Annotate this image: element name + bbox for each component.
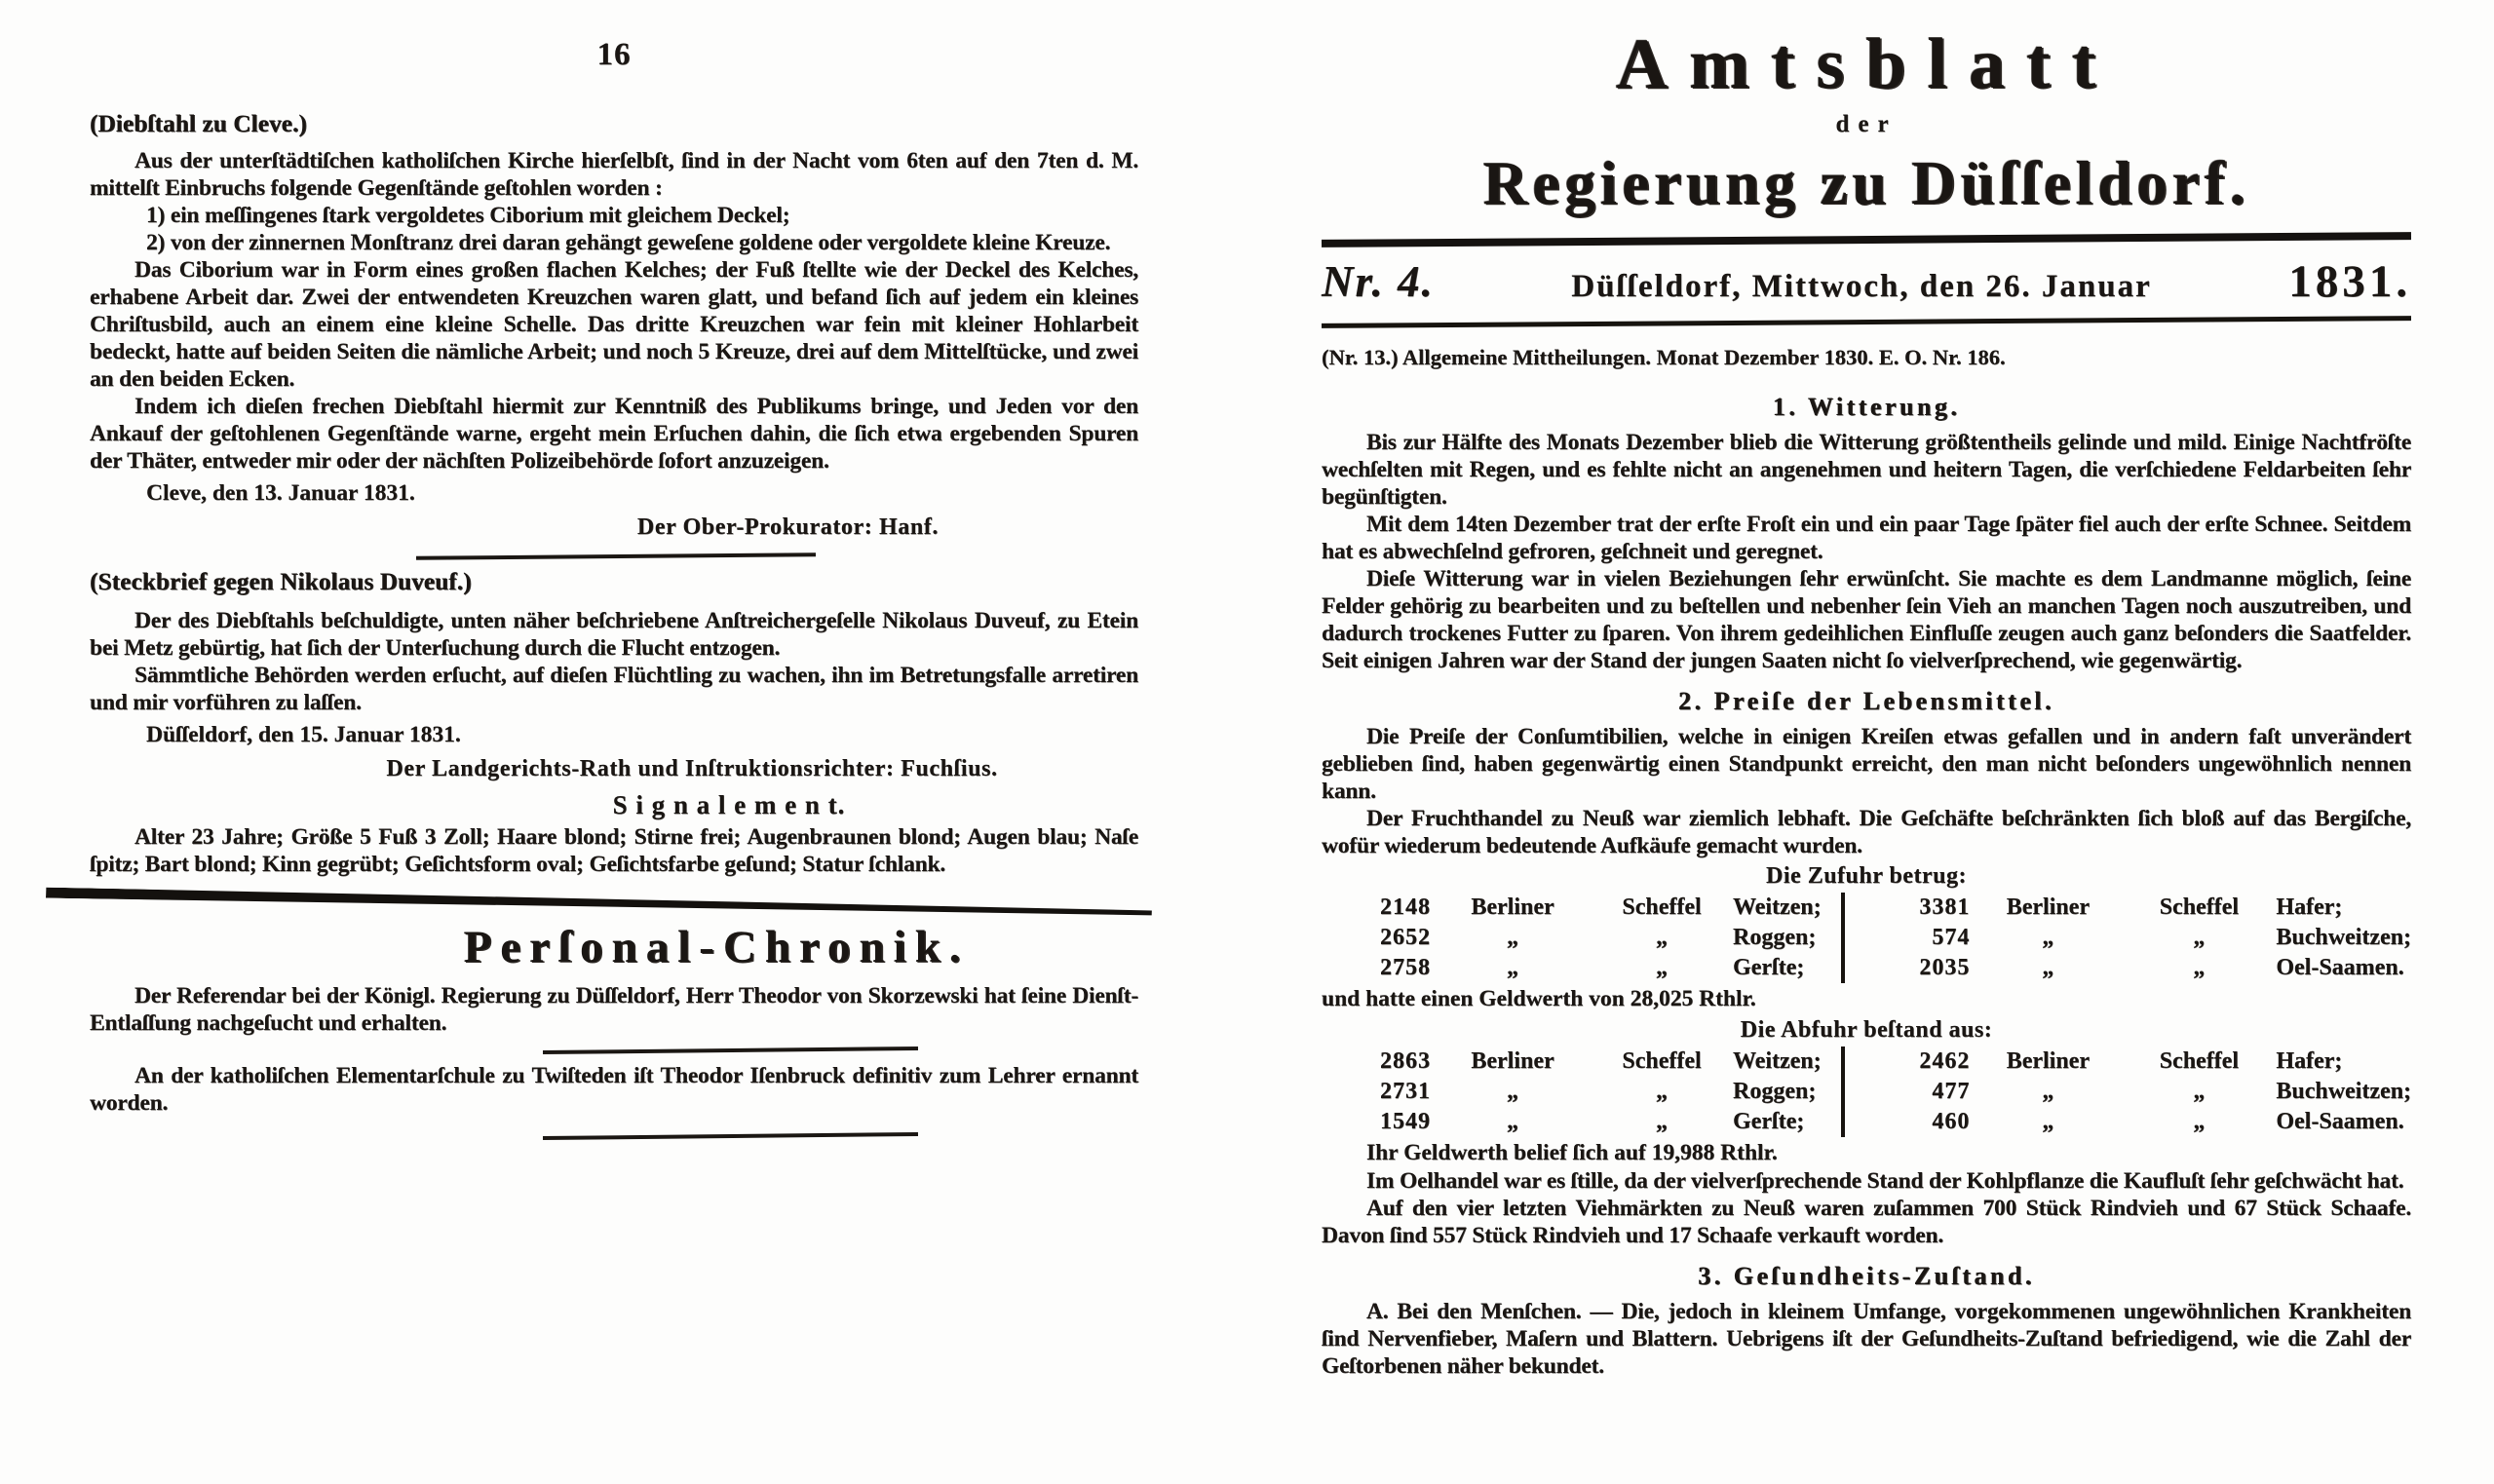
- viehmarkt-para: Auf den vier letzten Viehmärkten zu Neuß waren zuſammen 700 Stück Rindvieh und 67 Stück Schaafe. Davon ſind 557 Stück Rindvieh und 17 Schaafe verkauft worden.: [1322, 1196, 2411, 1248]
- commodity-cell: Buchweitzen;: [2276, 925, 2411, 950]
- qty-cell: 460: [1932, 1109, 1971, 1134]
- steckbrief-signature: Der Landgerichts-Rath und Inſtruktionsrichter: Fuchſius.: [386, 756, 998, 781]
- zufuhr-table-right: [1841, 893, 2411, 983]
- abfuhr-caption: Die Abfuhr beſtand aus:: [1740, 1017, 1993, 1043]
- commodity-cell: Hafer;: [2276, 1048, 2343, 1074]
- qty-cell: 2148: [1380, 894, 1431, 920]
- chronik-para2: An der katholiſchen Elementarſchule zu Twiſteden iſt Theodor Iſenbruck definitiv zum Lehrer ernannt worden.: [90, 1063, 1138, 1116]
- page-number: 16: [596, 37, 632, 72]
- ditto-cell: „: [1656, 1079, 1668, 1104]
- chronik-divider-bottom: [543, 1132, 918, 1140]
- unit-cell: Scheffel: [1622, 894, 1702, 920]
- commodity-cell: Weitzen;: [1733, 894, 1822, 920]
- masthead-der: der: [1835, 111, 1898, 137]
- preise-heading: 2. Preiſe der Lebensmittel.: [1678, 687, 2054, 715]
- diebstahl-para1: Aus der unterſtädtiſchen katholiſchen Kirche hierſelbſt, ſind in der Nacht vom 6ten auf den 7ten d. M. mittelſt Einbruchs folgende Gegenſtände geſtohlen worden :: [90, 148, 1138, 201]
- masthead-rule: [1322, 232, 2411, 247]
- zufuhr-table-left: [1322, 893, 1841, 983]
- chronik-para1: Der Referendar bei der Königl. Regierung zu Düſſeldorf, Herr Theodor von Skorzewski hat ſeine Dienſt-Entlaſſung nachgeſucht und erhalten.: [90, 983, 1138, 1036]
- diebstahl-para2: Das Ciborium war in Form eines großen flachen Kelches; der Fuß ſtellte wie der Deckel des Kelches, erhabene Arbeit dar. Zwei der entwendeten Kreuzchen waren glatt, und befand ſich auf jedem ein kleines Chriſtusbild, auch an einem eine kleine Schelle. Das dritte Kreuzchen war fein mit kleiner Hohlarbeit bedeckt, hatte auf beiden Seiten die nämliche Arbeit; und noch 5 Kreuze, drei auf dem Mittelſtücke, und zwei an den beiden Ecken.: [90, 257, 1138, 392]
- witterung-heading: 1. Witterung.: [1772, 393, 1961, 421]
- issue-place-date: Düſſeldorf, Mittwoch, den 26. Januar: [1571, 269, 2152, 304]
- commodity-cell: Oel-Saamen.: [2276, 955, 2404, 980]
- abfuhr-table: [1322, 1046, 2411, 1137]
- steckbrief-dateline: Düſſeldorf, den 15. Januar 1831.: [146, 722, 461, 747]
- table-row: [1322, 1046, 1841, 1077]
- zufuhr-caption: Die Zufuhr betrug:: [1766, 863, 1967, 889]
- commodity-cell: Hafer;: [2276, 894, 2343, 920]
- witterung-para1: Bis zur Hälfte des Monats Dezember blieb die Witterung größtentheils gelinde und mild. Einige Nachtfröſte wechſelten mit Regen, und es fehlte nicht an angenehmen und heitern Tagen, die verſchiedene Feldarbeiten ſehr begünſtigten.: [1322, 430, 2411, 510]
- masthead-subtitle: Regierung zu Düſſeldorf.: [1482, 149, 2250, 217]
- gesundheit-para1: A. Bei den Menſchen. — Die, jedoch in kleinem Umfange, vorgekommenen ungewöhnlichen Krankheiten ſind Nervenfieber, Maſern und Blattern. Uebrigens iſt der Geſundheits-Zuſtand befriedigend, wie die Zahl der Geſtorbenen näher bekundet.: [1322, 1299, 2411, 1379]
- issue-year: 1831.: [2288, 256, 2411, 307]
- zufuhr-table: [1322, 893, 2411, 983]
- qty-cell: 2863: [1380, 1048, 1431, 1074]
- zufuhr-total: und hatte einen Geldwerth von 28,025 Rthlr.: [1322, 986, 1756, 1011]
- qty-cell: 1549: [1380, 1109, 1431, 1134]
- commodity-cell: Buchweitzen;: [2276, 1079, 2411, 1104]
- commodity-cell: Oel-Saamen.: [2276, 1109, 2404, 1134]
- qty-cell: 477: [1932, 1079, 1971, 1104]
- steckbrief-para2: Sämmtliche Behörden werden erſucht, auf dieſen Flüchtling zu wachen, ihn im Betretungsfalle arretiren und mir vorführen zu laſſen.: [90, 663, 1138, 715]
- ditto-cell: „: [2193, 955, 2206, 980]
- commodity-cell: Gerſte;: [1733, 1109, 1805, 1134]
- issue-number: Nr. 4.: [1322, 257, 1435, 306]
- unit-cell: Scheffel: [2159, 1048, 2239, 1074]
- steckbrief-heading: (Steckbrief gegen Nikolaus Duveuf.): [90, 569, 472, 595]
- unit-cell: Berliner: [1471, 1048, 1554, 1074]
- preise-para2: Der Fruchthandel zu Neuß war ziemlich lebhaft. Die Geſchäfte beſchränkten ſich bloß auf das Bergiſche, wofür wiederum bedeutende Aufkäufe gemacht wurden.: [1322, 806, 2411, 858]
- ditto-cell: „: [1507, 1109, 1518, 1134]
- witterung-para2: Mit dem 14ten Dezember trat der erſte Froſt ein und ein paar Tage ſpäter fiel auch der erſte Schnee. Seitdem hat es abwechſelnd gefroren, geſchneit und geregnet.: [1322, 512, 2411, 564]
- table-row: [1322, 1107, 1841, 1137]
- ditto-cell: „: [2042, 1079, 2054, 1104]
- qty-cell: 2758: [1380, 955, 1431, 980]
- right-page: [1322, 0, 2411, 1380]
- chronik-divider: [543, 1046, 918, 1054]
- abfuhr-table-left: [1322, 1046, 1841, 1137]
- ditto-cell: „: [1507, 955, 1518, 980]
- ditto-cell: „: [1656, 925, 1668, 950]
- issue-rule: [1322, 316, 2411, 327]
- ditto-cell: „: [2042, 925, 2054, 950]
- ditto-cell: „: [2193, 1109, 2206, 1134]
- signalement-heading: S i g n a l e m e n t.: [612, 790, 846, 819]
- table-row: [1855, 1107, 2411, 1137]
- table-row: [1855, 1077, 2411, 1107]
- table-row: [1855, 893, 2411, 923]
- gesundheit-heading: 3. Geſundheits-Zuſtand.: [1698, 1262, 2035, 1290]
- qty-cell: 3381: [1919, 894, 1971, 920]
- masthead-title: Amtsblatt: [1615, 24, 2118, 104]
- issue-line: [1322, 255, 2411, 308]
- unit-cell: Berliner: [1471, 894, 1554, 920]
- qty-cell: 2462: [1919, 1048, 1971, 1074]
- diebstahl-heading: (Diebſtahl zu Cleve.): [90, 111, 307, 137]
- diebstahl-item2: 2) von der zinnernen Monſtranz drei daran gehängt geweſene goldene oder vergoldete kleine Kreuze.: [146, 230, 1111, 255]
- table-row: [1322, 1077, 1841, 1107]
- abfuhr-total: Ihr Geldwerth belief ſich auf 19,988 Rthlr.: [1366, 1140, 1778, 1165]
- oelhandel-para: Im Oelhandel war es ſtille, da der vielverſprechende Stand der Kohlpflanze die Kaufluſt ſehr geſchwächt hat.: [1366, 1168, 2404, 1194]
- unit-cell: Berliner: [2006, 1048, 2090, 1074]
- table-row: [1322, 923, 1841, 953]
- commodity-cell: Roggen;: [1733, 925, 1817, 950]
- ditto-cell: „: [2042, 955, 2054, 980]
- ditto-cell: „: [2193, 1079, 2206, 1104]
- ditto-cell: „: [2042, 1109, 2054, 1134]
- abfuhr-table-right: [1841, 1046, 2411, 1137]
- masthead: [1322, 25, 2411, 218]
- commodity-cell: Gerſte;: [1733, 955, 1805, 980]
- table-row: [1855, 953, 2411, 983]
- ditto-cell: „: [1656, 955, 1668, 980]
- qty-cell: 2731: [1380, 1079, 1431, 1104]
- witterung-para3: Dieſe Witterung war in vielen Beziehungen ſehr erwünſcht. Sie machte es dem Landmanne möglich, ſeine Felder gehörig zu bearbeiten und zu beſtellen und nebenher ſein Vieh an manchen Tagen noch auszutreiben, und dadurch trockenes Futter zu ſparen. Von ihrem gedeihlichen Einfluſſe zeugen auch ganz beſonders die Saatfelder. Seit einigen Jahren war der Stand der jungen Saaten nicht ſo vielverſprechend, wie gegenwärtig.: [1322, 566, 2411, 673]
- unit-cell: Berliner: [2006, 894, 2090, 920]
- preise-para1: Die Preiſe der Conſumtibilien, welche in einigen Kreiſen etwas gefallen und in andern faſt unverändert geblieben ſind, haben gegenwärtig einen Standpunkt erreicht, den man nicht beſonders ungewöhnlich nennen kann.: [1322, 724, 2411, 804]
- signalement-text: Alter 23 Jahre; Größe 5 Fuß 3 Zoll; Haare blond; Stirne frei; Augenbraunen blond; Augen blau; Naſe ſpitz; Bart blond; Kinn gegrübt; Geſichtsform oval; Geſichtsfarbe geſund; Statur ſchlank.: [90, 824, 1138, 877]
- unit-cell: Scheffel: [2159, 894, 2239, 920]
- steckbrief-para1: Der des Diebſtahls beſchuldigte, unten näher beſchriebene Anſtreichergeſelle Nikolaus Duveuf, zu Etein bei Metz gebürtig, hat ſich der Unterſuchung durch die Flucht entzogen.: [90, 608, 1138, 661]
- table-row: [1855, 923, 2411, 953]
- personal-chronik-heading: Perſonal-Chronik.: [463, 922, 970, 972]
- table-row: [1322, 893, 1841, 923]
- qty-cell: 2652: [1380, 925, 1431, 950]
- ditto-cell: „: [1656, 1109, 1668, 1134]
- diebstahl-dateline: Cleve, den 13. Januar 1831.: [146, 480, 415, 506]
- thick-divider: [46, 888, 1152, 919]
- ditto-cell: „: [1507, 1079, 1518, 1104]
- diebstahl-item1: 1) ein meſſingenes ſtark vergoldetes Ciborium mit gleichem Deckel;: [146, 203, 790, 228]
- qty-cell: 2035: [1919, 955, 1971, 980]
- section-divider: [416, 552, 816, 560]
- commodity-cell: Roggen;: [1733, 1079, 1817, 1104]
- ditto-cell: „: [2193, 925, 2206, 950]
- left-page: [90, 0, 1138, 1148]
- reference-line: (Nr. 13.) Allgemeine Mittheilungen. Monat Dezember 1830. E. O. Nr. 186.: [1322, 344, 2006, 369]
- table-row: [1855, 1046, 2411, 1077]
- ditto-cell: „: [1507, 925, 1518, 950]
- table-row: [1322, 953, 1841, 983]
- diebstahl-para3: Indem ich dieſen frechen Diebſtahl hiermit zur Kenntniß des Publikums bringe, und Jeden vor den Ankauf der geſtohlenen Gegenſtände warne, ergeht mein Erſuchen dahin, die ſich etwa ergebenden Spuren der Thäter, entweder mir oder der nächſten Polizeibehörde ſofort anzuzeigen.: [90, 394, 1138, 474]
- qty-cell: 574: [1932, 925, 1971, 950]
- commodity-cell: Weitzen;: [1733, 1048, 1822, 1074]
- unit-cell: Scheffel: [1622, 1048, 1702, 1074]
- diebstahl-signature: Der Ober-Prokurator: Hanf.: [636, 514, 939, 540]
